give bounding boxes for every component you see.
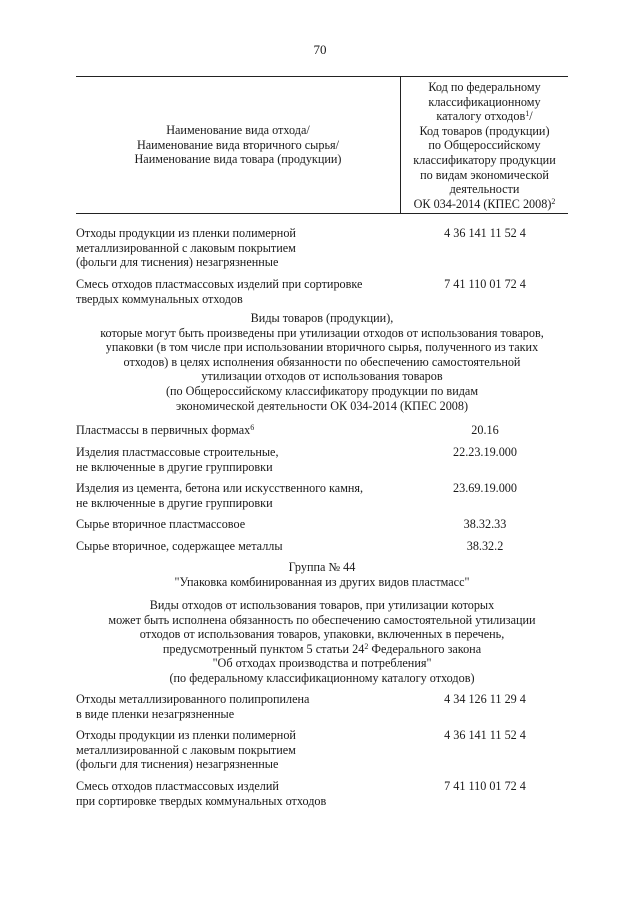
header-code-line: классификатору продукции bbox=[413, 152, 556, 167]
header-code-text: каталогу отходов bbox=[436, 109, 526, 124]
heading-line: может быть исполнена обязанность по обеспечению самостоятельной утилизации bbox=[108, 612, 536, 627]
waste-name bbox=[76, 277, 396, 306]
waste-name bbox=[76, 728, 396, 772]
table-row bbox=[76, 692, 568, 721]
row-text-line: Смесь отходов пластмассовых изделий при сортировке bbox=[76, 277, 363, 291]
heading-line: утилизации отходов от использования товаров bbox=[201, 369, 443, 384]
header-code-line: деятельности bbox=[449, 182, 520, 197]
waste-code: 4 36 141 11 52 4 bbox=[444, 728, 526, 742]
header-code-line: Код товаров (продукции) bbox=[419, 123, 550, 138]
footnote-ref: 6 bbox=[250, 423, 255, 432]
product-name bbox=[76, 423, 396, 438]
row-text-line: не включенные в другие группировки bbox=[76, 495, 273, 510]
product-code: 22.23.19.000 bbox=[453, 445, 517, 459]
heading-line: отходов от использования товаров, упаковки, включенных в перечень, bbox=[139, 627, 505, 642]
table-row bbox=[76, 277, 568, 306]
header-code-line: по Общероссийскому bbox=[428, 138, 541, 153]
product-code: 38.32.2 bbox=[466, 539, 504, 553]
waste-code: 4 36 141 11 52 4 bbox=[444, 226, 526, 240]
header-code-line bbox=[401, 109, 568, 124]
waste-code: 4 34 126 11 29 4 bbox=[444, 692, 526, 706]
heading-line bbox=[76, 642, 568, 657]
row-text-line bbox=[76, 423, 396, 438]
heading-line: отходов) в целях исполнения обязанности по обеспечению самостоятельной bbox=[123, 354, 521, 369]
heading-line: которые могут быть произведены при утилизации отходов от использования товаров, bbox=[100, 325, 544, 340]
row-text-line: Изделия из цемента, бетона или искусственного камня, bbox=[76, 481, 364, 495]
header-code-line: Код по федеральному bbox=[428, 80, 541, 94]
table-header bbox=[76, 76, 568, 214]
heading-line: Виды товаров (продукции), bbox=[250, 311, 394, 325]
heading-line: (по Общероссийскому классификатору продукции по видам bbox=[165, 383, 479, 398]
product-name bbox=[76, 481, 396, 510]
table-row bbox=[76, 728, 568, 772]
row-text-line: Сырье вторичное пластмассовое bbox=[76, 517, 246, 531]
header-code-line bbox=[401, 197, 568, 212]
heading-line: упаковки (в том числе при использовании вторичного сырья, полученного из таких bbox=[105, 340, 539, 355]
footnote-ref: 1 bbox=[525, 109, 530, 119]
footnote-ref: 2 bbox=[551, 196, 556, 206]
row-text-line: Сырье вторичное, содержащее металлы bbox=[76, 539, 283, 553]
row-text-line: не включенные в другие группировки bbox=[76, 459, 273, 474]
waste-name bbox=[76, 692, 396, 721]
row-text-line: (фольги для тиснения) незагрязненные bbox=[76, 757, 279, 772]
header-code-line: классификационному bbox=[428, 94, 541, 109]
table-row bbox=[76, 445, 568, 474]
table-row bbox=[76, 779, 568, 808]
row-text-line: металлизированной с лаковым покрытием bbox=[76, 240, 296, 255]
table-row bbox=[76, 481, 568, 510]
group-heading bbox=[76, 560, 568, 589]
heading-line: (по федеральному классификационному каталогу отходов) bbox=[169, 670, 475, 685]
waste-code: 7 41 110 01 72 4 bbox=[444, 779, 526, 793]
row-text-line: при сортировке твердых коммунальных отходов bbox=[76, 793, 327, 808]
page-number: 70 bbox=[313, 42, 327, 57]
heading-line: "Об отходах производства и потребления" bbox=[212, 656, 432, 671]
product-code: 23.69.19.000 bbox=[453, 481, 517, 495]
header-code-text: ОК 034-2014 (КПЕС 2008) bbox=[413, 196, 552, 211]
header-name-line: Наименование вида вторичного сырья/ bbox=[136, 137, 340, 152]
product-name bbox=[76, 517, 396, 532]
product-code: 20.16 bbox=[471, 423, 499, 437]
table-row bbox=[76, 423, 568, 438]
header-code-line: по видам экономической bbox=[420, 167, 549, 182]
row-text: Пластмассы в первичных формах bbox=[76, 423, 251, 437]
row-text-line: металлизированной с лаковым покрытием bbox=[76, 742, 296, 757]
heading-line: Виды отходов от использования товаров, при утилизации которых bbox=[149, 598, 495, 612]
row-text-line: (фольги для тиснения) незагрязненные bbox=[76, 255, 279, 270]
header-name-line: Наименование вида товара (продукции) bbox=[134, 152, 342, 167]
group-title: "Упаковка комбинированная из других видов пластмасс" bbox=[174, 574, 470, 589]
row-text-line: Отходы металлизированного полипропилена bbox=[76, 692, 310, 706]
waste-name bbox=[76, 226, 396, 270]
waste-section-heading bbox=[76, 598, 568, 686]
table-row bbox=[76, 226, 568, 270]
header-name-column bbox=[76, 77, 401, 213]
row-text-line: твердых коммунальных отходов bbox=[76, 291, 243, 306]
row-text-line: Отходы продукции из пленки полимерной bbox=[76, 226, 296, 240]
product-code: 38.32.33 bbox=[463, 517, 507, 531]
header-code-slash: / bbox=[529, 109, 533, 124]
waste-code: 7 41 110 01 72 4 bbox=[444, 277, 526, 291]
header-name-line: Наименование вида отхода/ bbox=[166, 123, 310, 138]
table-row bbox=[76, 517, 568, 532]
group-number: Группа № 44 bbox=[288, 560, 356, 574]
table-row bbox=[76, 539, 568, 554]
heading-line: экономической деятельности ОК 034-2014 (КПЕС 2008) bbox=[175, 398, 469, 413]
heading-text: предусмотренный пунктом 5 статьи 24 bbox=[162, 641, 365, 656]
row-text-line: в виде пленки незагрязненные bbox=[76, 706, 235, 721]
article-superscript: 2 bbox=[364, 641, 369, 651]
product-name bbox=[76, 445, 396, 474]
row-text-line: Отходы продукции из пленки полимерной bbox=[76, 728, 296, 742]
waste-name bbox=[76, 779, 396, 808]
header-code-column bbox=[401, 77, 568, 213]
row-text-line: Изделия пластмассовые строительные, bbox=[76, 445, 279, 459]
goods-section-heading bbox=[76, 311, 568, 413]
row-text-line: Смесь отходов пластмассовых изделий bbox=[76, 779, 279, 793]
heading-text: Федерального закона bbox=[368, 641, 482, 656]
product-name bbox=[76, 539, 396, 554]
